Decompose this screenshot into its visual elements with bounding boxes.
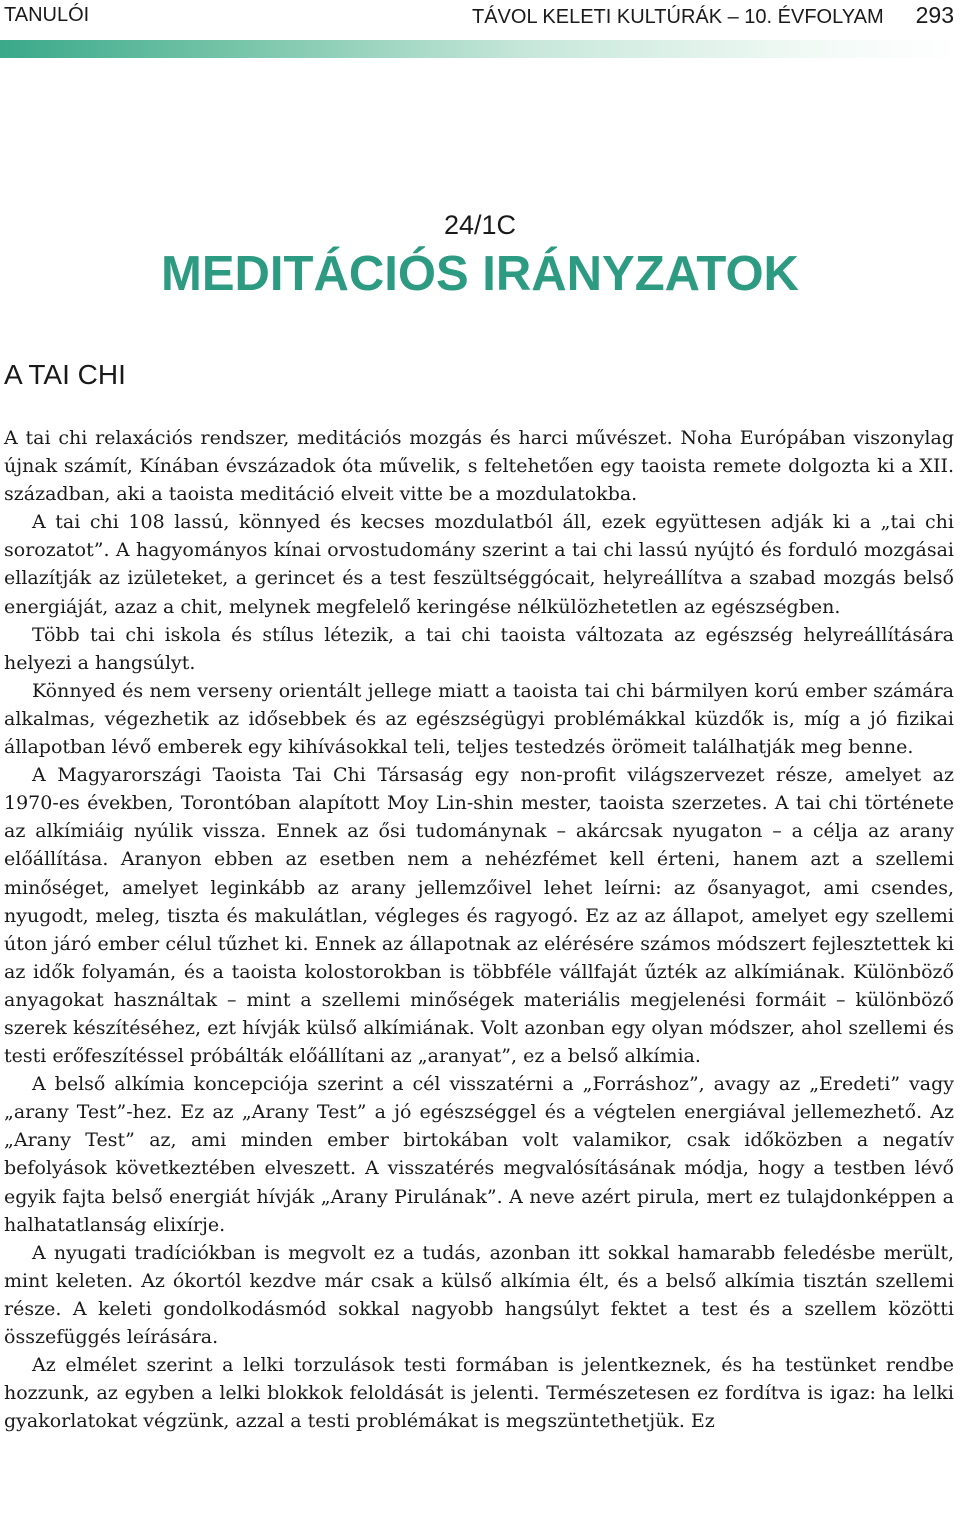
paragraph: A tai chi relaxációs rendszer, meditációs mozgás és harci művészet. Noha Európában viszonylag újnak számít, Kínában évszázadok óta művelik, s feltehetően egy taoista remete dolgozta ki a XII. században, aki a taoista meditáció elveit vitte be a mozdulatokba. (4, 427, 954, 506)
course-label: TÁVOL KELETI KULTÚRÁK – 10. ÉVFOLYAM (472, 5, 884, 28)
chapter-code: 24/1C (443, 210, 517, 240)
header-gradient-bar (0, 40, 960, 58)
page-number: 293 (915, 1, 954, 28)
chapter-title: MEDITÁCIÓS IRÁNYZATOK (161, 247, 799, 301)
paragraph: Az elmélet szerint a lelki torzulások testi formában is jelentkeznek, és ha testünket rendbe hozzunk, az egyben a lelki blokkok feloldását is jelenti. Természetesen ez fordítva is igaz: ha lelki gyakorlatokat végzünk, azzal a testi problémákat is megszüntethetjük. Ez (4, 1354, 954, 1433)
paragraph: A belső alkímia koncepciója szerint a cél visszatérni a „Forráshoz”, avagy az „Eredeti” vagy „arany Test”-hez. Ez az „Arany Test” a jó egészséggel és a végtelen energiával jellemezhető. Az „Arany Test” az, ami minden ember birtokában volt valamikor, csak időközben a negatív befolyások következtében elveszett. A visszatérés megvalósításának módja, hogy a testben lévő egyik fajta belső energiát hívják „Arany Pirulának”. A neve azért pirula, mert ez tulajdonképpen a halhatatlanság elixírje. (4, 1073, 954, 1236)
body-text (4, 424, 954, 1435)
header-left-label: TANULÓI (4, 3, 90, 26)
paragraph: Könnyed és nem verseny orientált jellege miatt a taoista tai chi bármilyen korú ember számára alkalmas, végezhetik az idősebbek és az egészségügyi problémákkal küzdők is, míg a jó fizikai állapotban lévő emberek egy kihívásokkal teli, teljes testedzés örömeit találhatják meg benne. (4, 679, 954, 759)
paragraph: A nyugati tradíciókban is megvolt ez a tudás, azonban itt sokkal hamarabb feledésbe merült, mint keleten. Az ókortól kezdve már csak a külső alkímia élt, és a belső alkímia tisztán szellemi része. A keleti gondolkodásmód sokkal nagyobb hangsúlyt fektet a test és a szellem közötti összefüggés leírására. (4, 1241, 954, 1348)
paragraph: A Magyarországi Taoista Tai Chi Társaság egy non-profit világszervezet része, amelyet az 1970-es években, Torontóban alapított Moy Lin-shin mester, taoista szerzetes. A tai chi története az alkímiáig nyúlik vissza. Ennek az ősi tudománynak – akárcsak nyugaton – a célja az arany előállítása. Aranyon ebben az esetben nem a nehézfémet kell érteni, hanem azt a szellemi minőséget, amelyet leginkább az arany jellemzőivel lehet leírni: az ősanyagot, ami csendes, nyugodt, meleg, tiszta és makulátlan, végleges és ragyogó. Ez az az állapot, amelyet egy szellemi úton járó ember célul tűzhet ki. Ennek az állapotnak az elérésére számos módszert fejlesztettek ki az idők folyamán, és a taoista kolostorokban is többféle vállfaját űzték az alkímiának. Különböző anyagokat használtak – mint a szellemi minőségek materiális megjelenési formáit – különböző szerek készítéséhez, ezt hívják külső alkímiának. Volt azonban egy olyan módszer, ahol szellemi és testi erőfeszítéssel próbálták előállítani az „aranyat”, ez a belső alkímia. (4, 764, 954, 1068)
section-title: A TAI CHI (4, 359, 126, 390)
paragraph: Több tai chi iskola és stílus létezik, a tai chi taoista változata az egészség helyreállítására helyezi a hangsúlyt. (4, 623, 954, 674)
page-header (4, 0, 954, 30)
header-right (472, 2, 954, 29)
paragraph: A tai chi 108 lassú, könnyed és kecses mozdulatból áll, ezek együttesen adják ki a „tai chi sorozatot”. A hagyományos kínai orvostudomány szerint a tai chi lassú nyújtó és forduló mozgásai ellazítják az izületeket, a gerincet és a test feszültséggócait, helyreállítva a szabad mozgás belső energiáját, azaz a chit, melynek megfelelő keringése nélkülözhetetlen az egészségben. (4, 511, 954, 618)
